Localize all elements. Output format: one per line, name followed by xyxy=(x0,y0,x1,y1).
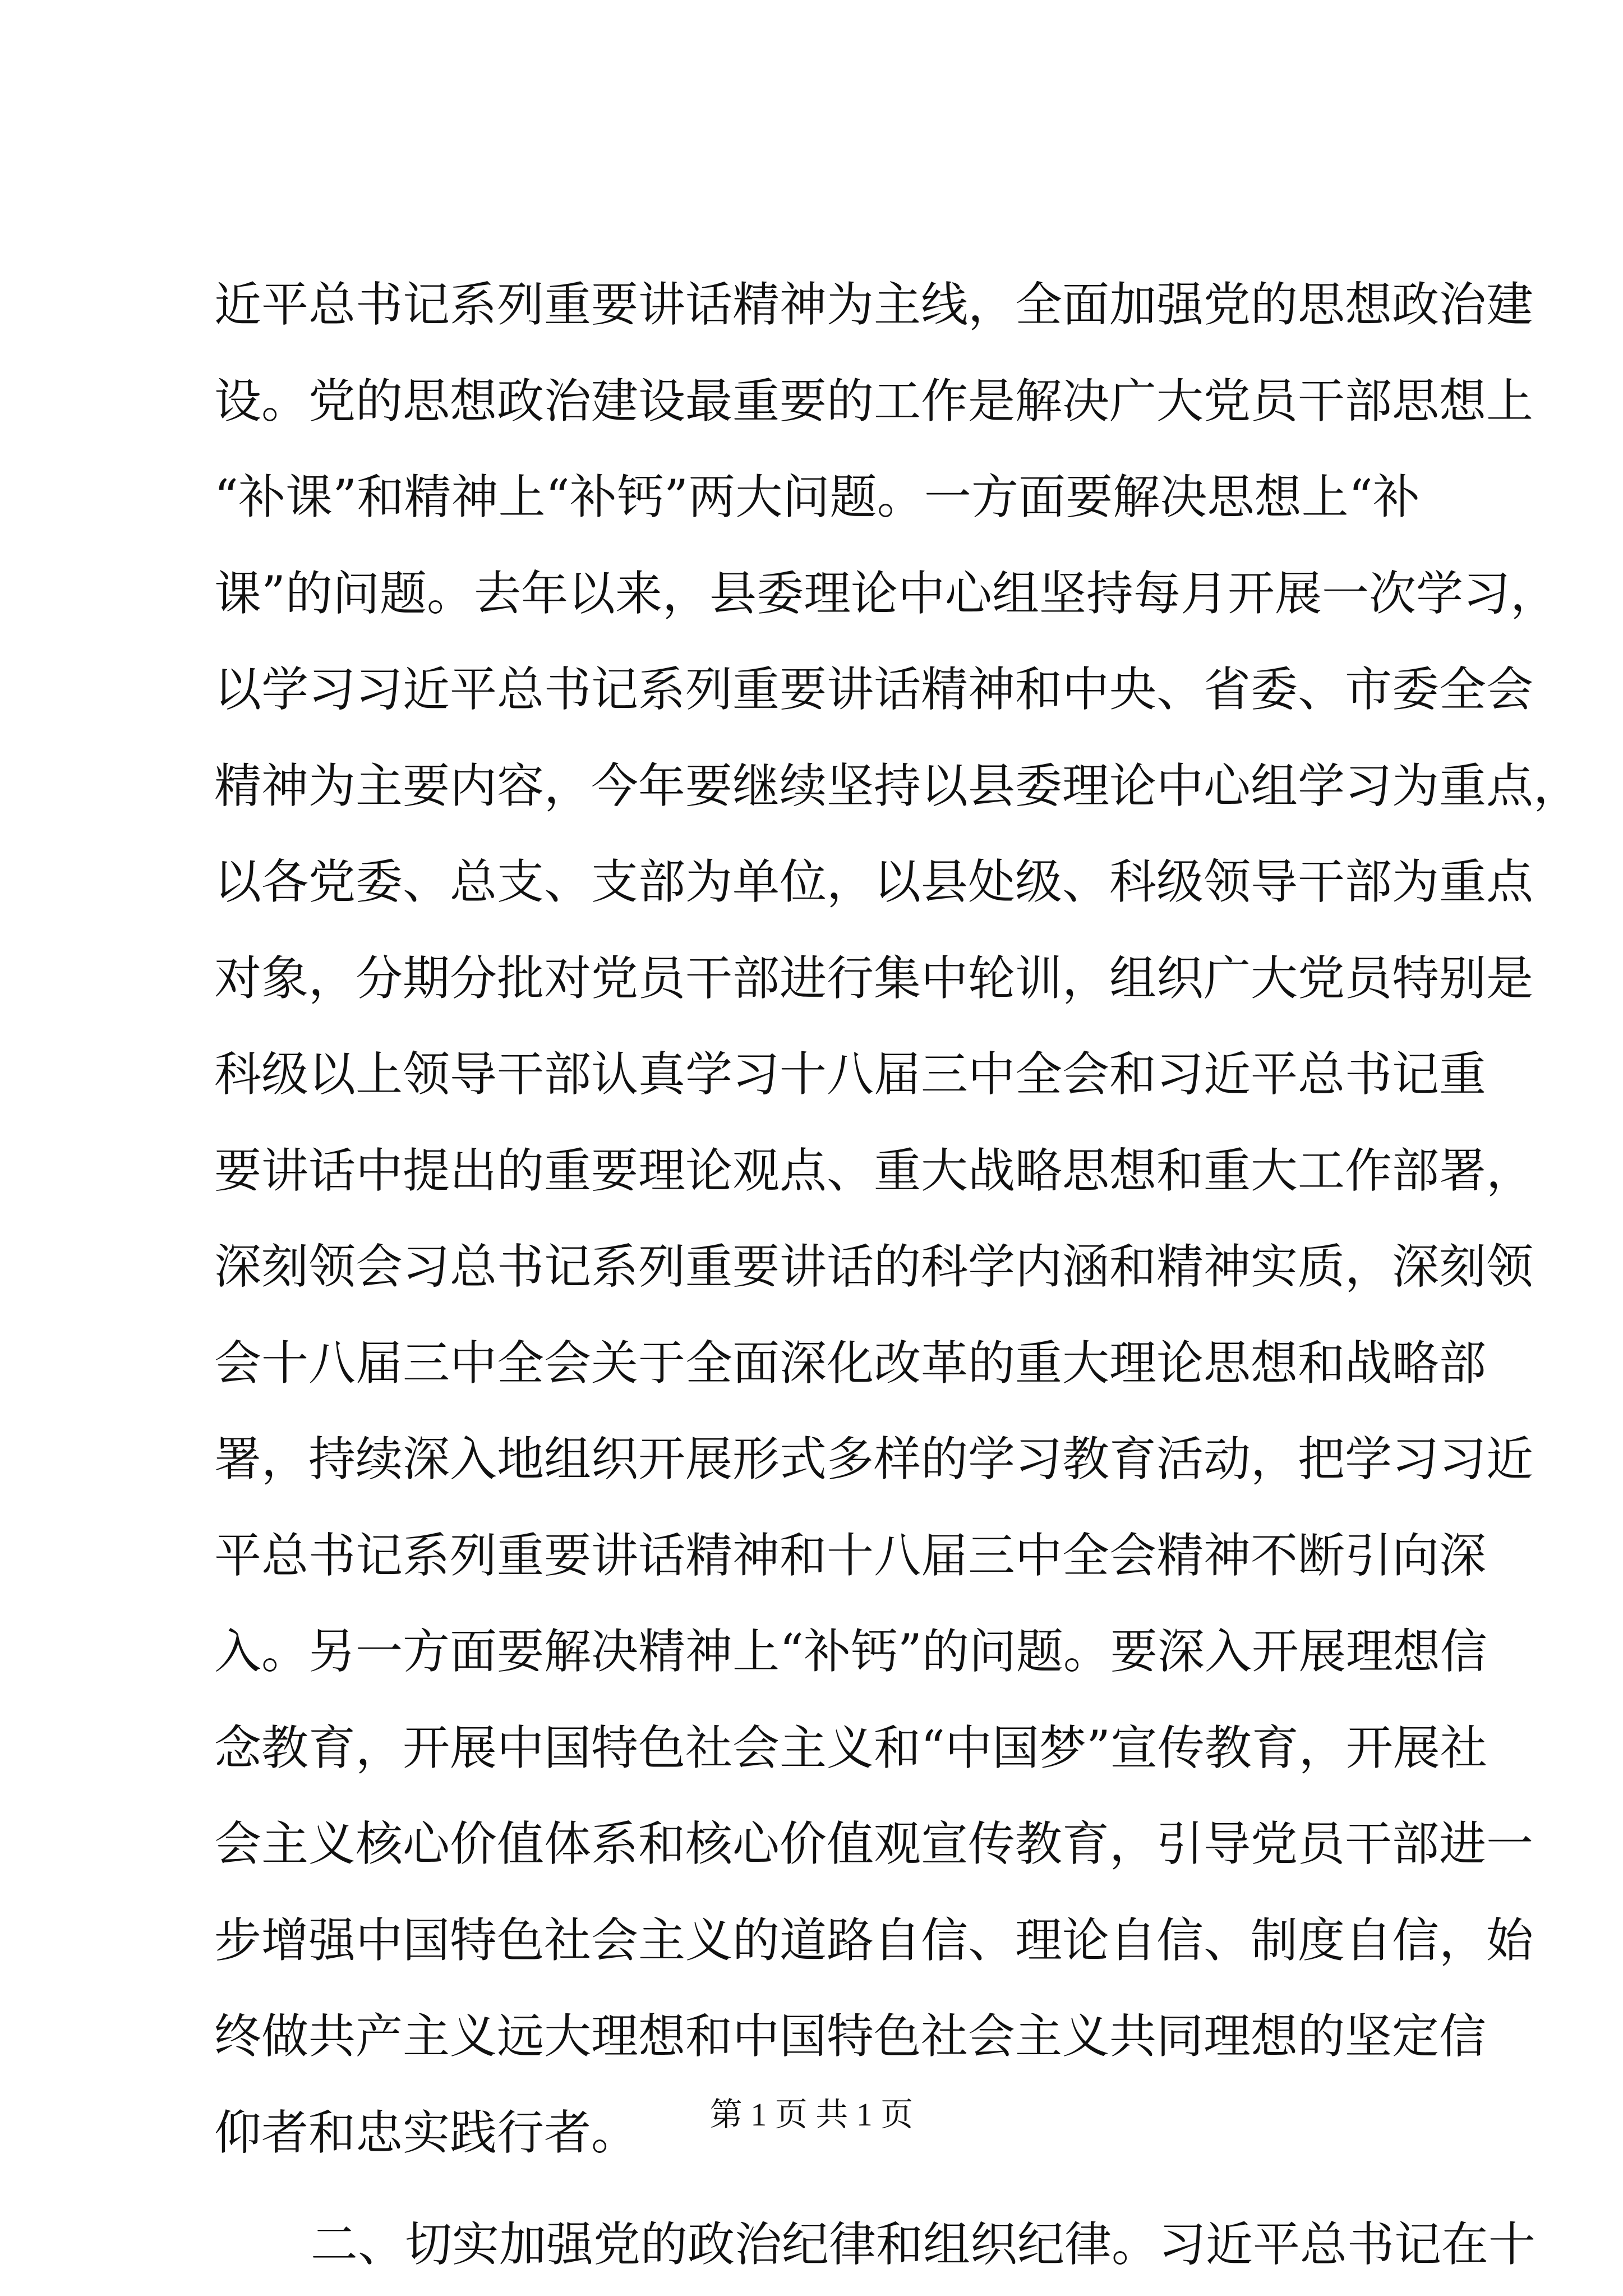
text-line: 仰者和忠实践行者。 xyxy=(214,2105,639,2160)
text-line: 精神为主要内容，今年要继续坚持以县委理论中心组学习为重点， xyxy=(214,758,1581,813)
text-line: 以各党委、总支、支部为单位，以县处级、科级领导干部为重点 xyxy=(214,854,1534,909)
text-line: 课”的问题。去年以来，县委理论中心组坚持每月开展一次学习， xyxy=(214,565,1557,621)
text-line: 深刻领会习总书记系列重要讲话的科学内涵和精神实质，深刻领 xyxy=(214,1239,1534,1294)
text-line: 步增强中国特色社会主义的道路自信、理论自信、制度自信，始 xyxy=(214,1912,1534,1968)
text-line: 会十八届三中全会关于全面深化改革的重大理论思想和战略部 xyxy=(214,1335,1487,1391)
text-line: 二、切实加强党的政治纪律和组织纪律。习近平总书记在十 xyxy=(311,2217,1536,2272)
text-line: 会主义核心价值体系和核心价值观宣传教育，引导党员干部进一 xyxy=(214,1816,1534,1871)
text-line: 科级以上领导干部认真学习十八届三中全会和习近平总书记重 xyxy=(214,1047,1487,1102)
text-line: 要讲话中提出的重要理论观点、重大战略思想和重大工作部署， xyxy=(214,1143,1534,1198)
text-line: “补课”和精神上“补钙”两大问题。一方面要解决思想上“补 xyxy=(214,470,1420,524)
body-text xyxy=(214,257,1581,2293)
text-line: 近平总书记系列重要讲话精神为主线，全面加强党的思想政治建 xyxy=(214,277,1534,332)
paragraph-spacer xyxy=(214,2181,1420,2197)
text-line: 以学习习近平总书记系列重要讲话精神和中央、省委、市委全会 xyxy=(214,662,1534,717)
text-line: 入。另一方面要解决精神上“补钙”的问题。要深入开展理想信 xyxy=(214,1624,1487,1679)
text-line: 终做共产主义远大理想和中国特色社会主义共同理想的坚定信 xyxy=(214,2009,1487,2064)
text-line: 平总书记系列重要讲话精神和十八届三中全会精神不断引向深 xyxy=(214,1527,1487,1583)
text-line: 对象，分期分批对党员干部进行集中轮训，组织广大党员特别是 xyxy=(214,950,1534,1006)
text-line: 设。党的思想政治建设最重要的工作是解决广大党员干部思想上 xyxy=(214,373,1534,429)
page-number-footer: 第 1 页 共 1 页 xyxy=(709,2096,914,2133)
text-line: 念教育，开展中国特色社会主义和“中国梦”宣传教育，开展社 xyxy=(214,1720,1487,1775)
text-line: 署，持续深入地组织开展形式多样的学习教育活动，把学习习近 xyxy=(214,1432,1534,1487)
